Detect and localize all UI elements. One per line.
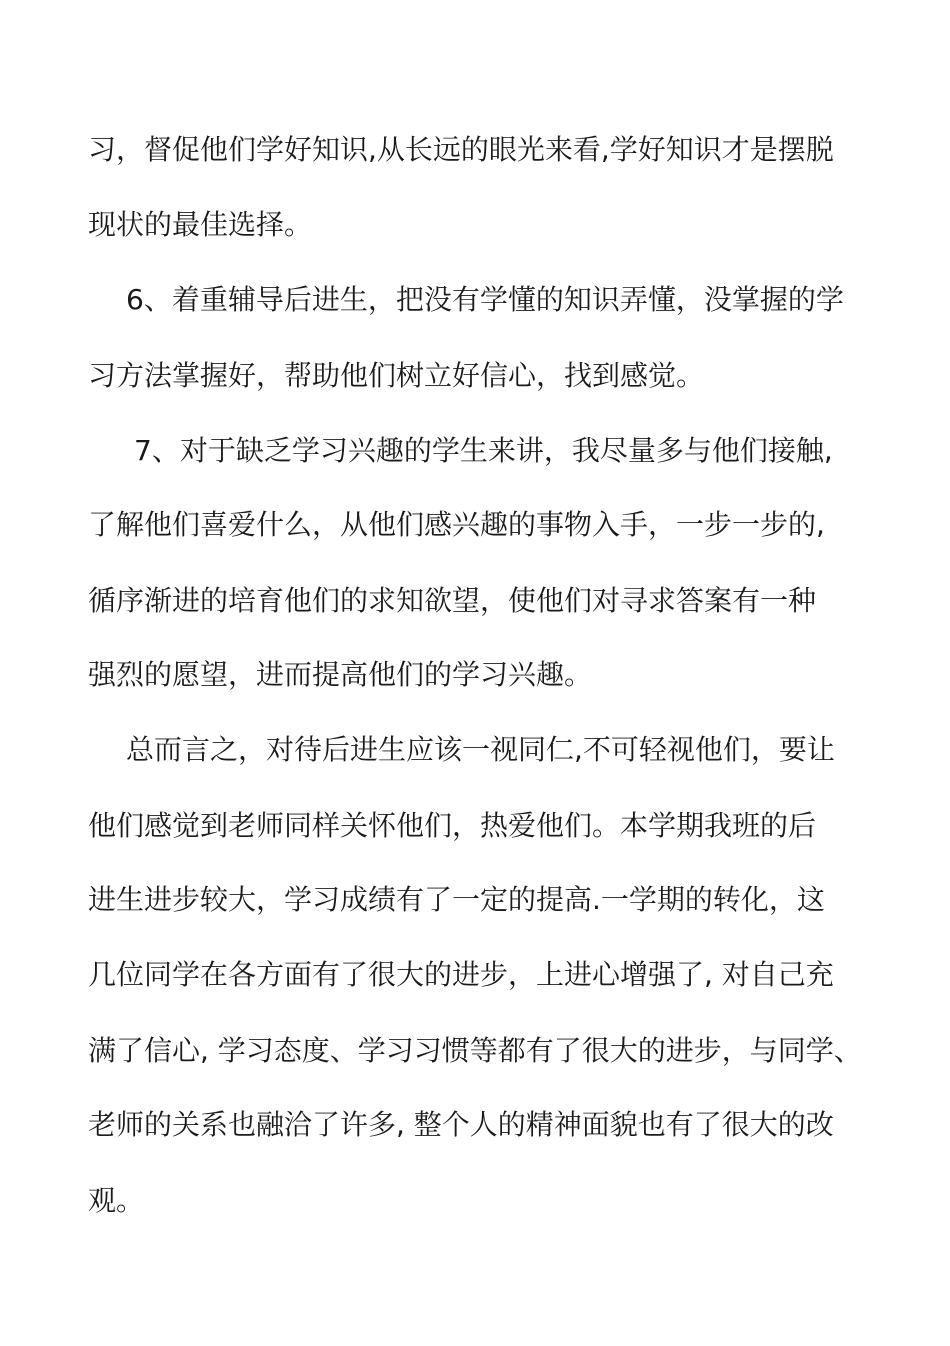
text-line: 他们感觉到老师同样关怀他们，热爱他们。本学期我班的后: [88, 809, 817, 842]
text-line: 观。: [88, 1184, 145, 1217]
text-line: 现状的最佳选择。: [88, 208, 313, 241]
text-line: 循序渐进的培育他们的求知欲望，使他们对寻求答案有一种: [88, 584, 817, 617]
text-line: 满了信心, 学习态度、学习习惯等都有了很大的进步，与同学、: [88, 1034, 862, 1067]
text-line: 老师的关系也融洽了许多, 整个人的精神面貌也有了很大的改: [88, 1108, 834, 1141]
text-line: 7、对于缺乏学习兴趣的学生来讲，我尽量多与他们接触,: [134, 434, 833, 467]
text-line: 6、着重辅导后进生，把没有学懂的知识弄懂，没掌握的学: [126, 283, 844, 316]
text-line: 进生进步较大，学习成绩有了一定的提高.一学期的转化，这: [88, 883, 825, 916]
text-line: 习，督促他们学好知识,从长远的眼光来看,学好知识才是摆脱: [88, 133, 834, 166]
text-line: 习方法掌握好，帮助他们树立好信心，找到感觉。: [88, 359, 705, 392]
text-line: 强烈的愿望，进而提高他们的学习兴趣。: [88, 658, 593, 691]
text-line: 总而言之，对待后进生应该一视同仁,不可轻视他们，要让: [126, 733, 835, 766]
text-line: 了解他们喜爱什么，从他们感兴趣的事物入手，一步一步的,: [88, 508, 825, 541]
text-line: 几位同学在各方面有了很大的进步，上进心增强了, 对自己充: [88, 958, 834, 991]
